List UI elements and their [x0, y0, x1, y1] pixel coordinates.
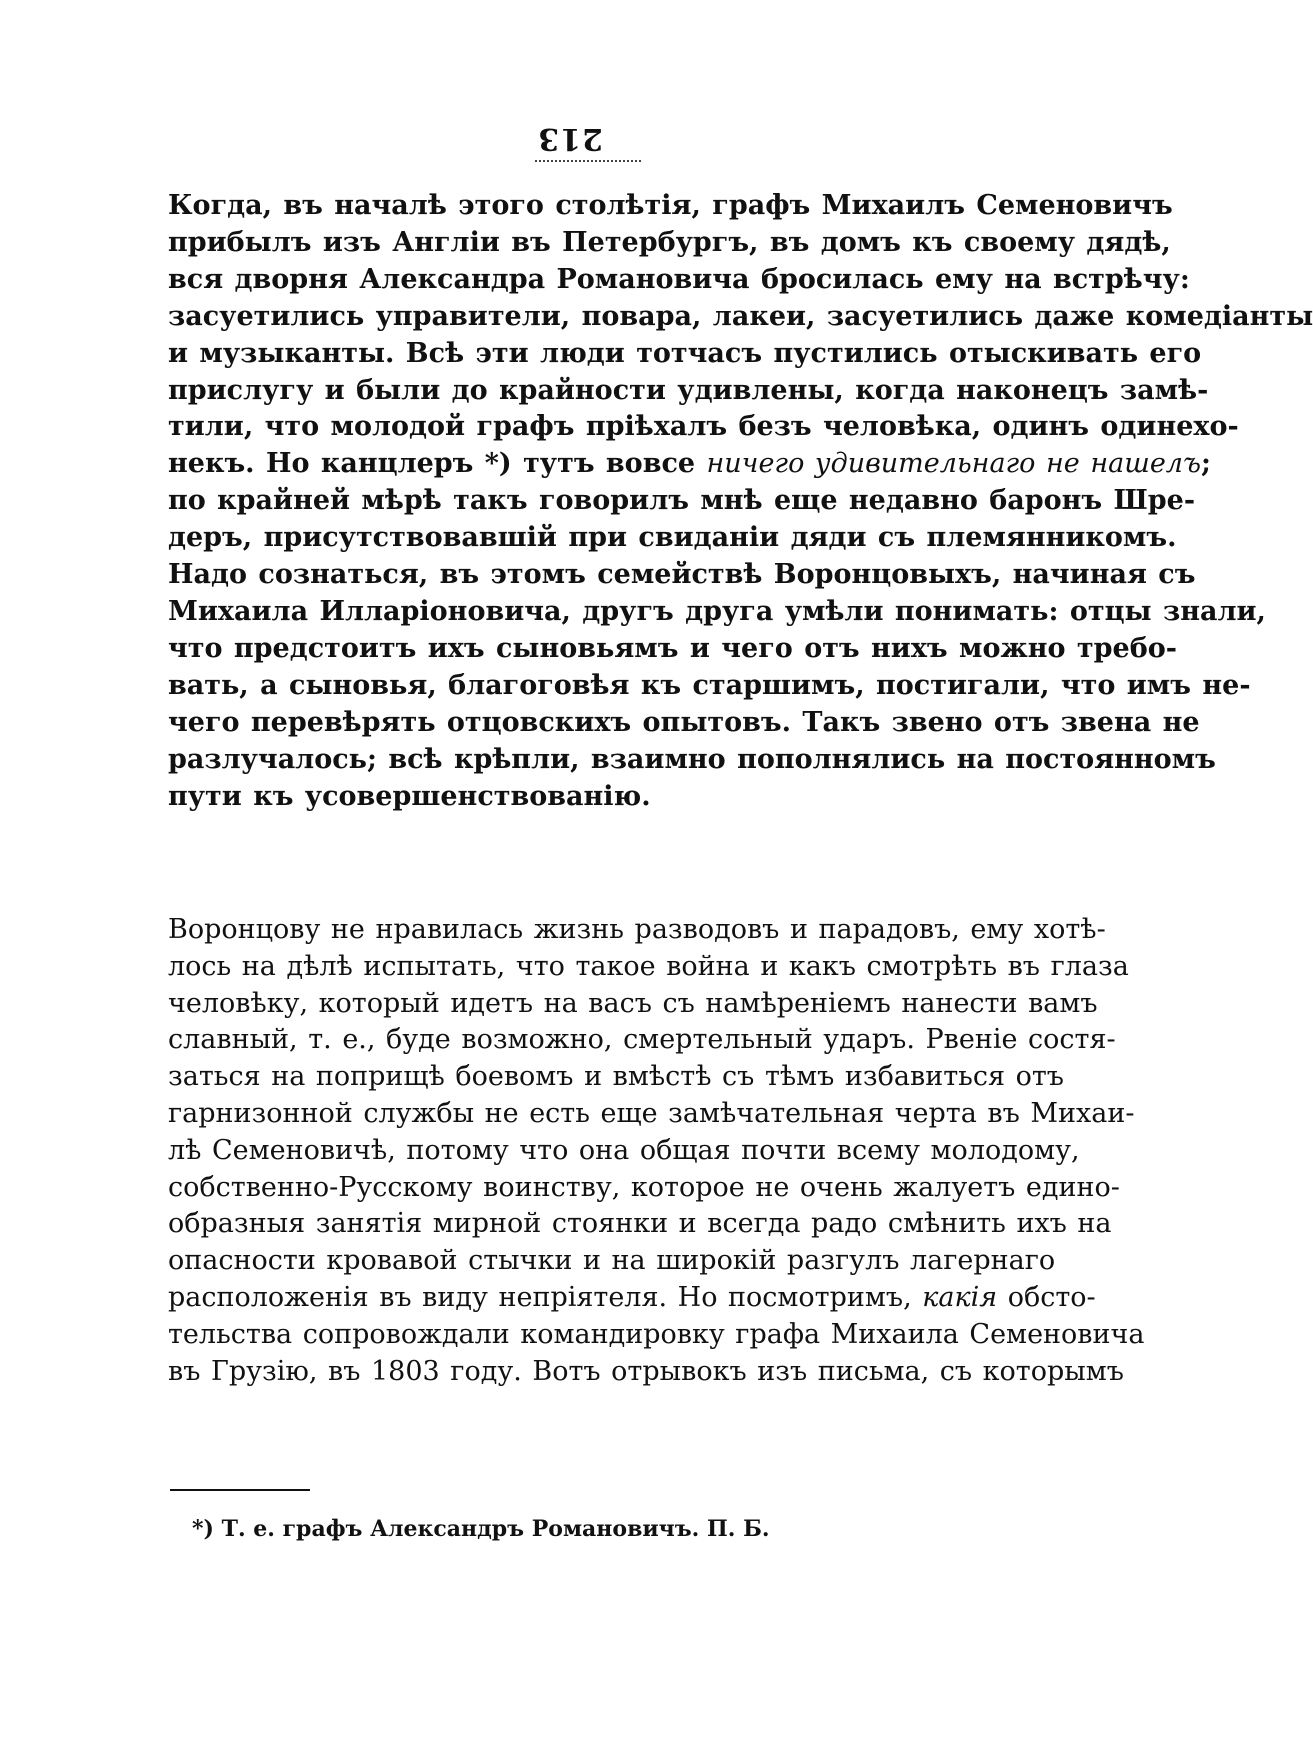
- text-line: некъ. Но канцлеръ *) тутъ вовсе ничего удивительнаго не нашелъ;: [168, 448, 1211, 480]
- text-line: гарнизонной службы не есть еще замѣчательная черта въ Михаи-: [168, 1097, 1135, 1129]
- page-number-divider: [535, 160, 641, 162]
- text-line: пути къ усовершенствованію.: [168, 780, 651, 812]
- text-line: разлучалось; всѣ крѣпли, взаимно пополнялись на постоянномъ: [168, 743, 1216, 775]
- text-line: Михаила Илларіоновича, другъ друга умѣли понимать: отцы знали,: [168, 595, 1266, 627]
- page-number: 213: [537, 121, 603, 156]
- paragraph-2: [168, 912, 1145, 1390]
- footnote: *) Т. е. графъ Александръ Романовичъ. П. Б.: [192, 1516, 770, 1542]
- text-line: чего перевѣрять отцовскихъ опытовъ. Такъ звено отъ звена не: [168, 706, 1200, 738]
- text-line: вся дворня Александра Романовича бросилась ему на встрѣчу:: [168, 263, 1190, 295]
- emphasized-text: какія: [922, 1281, 998, 1313]
- text-line: вать, а сыновья, благоговѣя къ старшимъ, постигали, что имъ не-: [168, 669, 1251, 701]
- text-line: лось на дѣлѣ испытать, что такое война и какъ смотрѣть въ глаза: [168, 950, 1129, 982]
- text-line: по крайней мѣрѣ такъ говорилъ мнѣ еще недавно баронъ Шре-: [168, 485, 1196, 517]
- text-line: человѣку, который идетъ на васъ съ намѣреніемъ нанести вамъ: [168, 987, 1098, 1019]
- footnote-divider: [170, 1489, 310, 1491]
- text-line: засуетились управители, повара, лакеи, засуетились даже комедіанты: [168, 300, 1313, 332]
- text-line: образныя занятія мирной стоянки и всегда радо смѣнить ихъ на: [168, 1208, 1112, 1240]
- text-line: тили, что молодой графъ пріѣхалъ безъ человѣка, одинъ одинехо-: [168, 411, 1239, 443]
- text-line: тельства сопровождали командировку графа Михаила Семеновича: [168, 1318, 1145, 1350]
- text-line: прибылъ изъ Англіи въ Петербургъ, въ домъ къ своему дядѣ,: [168, 226, 1171, 258]
- paragraph-1: [168, 188, 1313, 815]
- text-line: собственно-Русскому воинству, которое не очень жалуетъ едино-: [168, 1171, 1120, 1203]
- text-line: деръ, присутствовавшій при свиданіи дяди съ племянникомъ.: [168, 522, 1177, 554]
- text-line: славный, т. е., буде возможно, смертельный ударъ. Рвеніе состя-: [168, 1024, 1116, 1056]
- text-line: въ Грузію, въ 1803 году. Вотъ отрывокъ изъ письма, съ которымъ: [168, 1355, 1124, 1387]
- text-line: заться на поприщѣ боевомъ и вмѣстѣ съ тѣмъ избавиться отъ: [168, 1061, 1064, 1093]
- text-line: Воронцову не нравилась жизнь разводовъ и парадовъ, ему хотѣ-: [168, 914, 1106, 945]
- text-line: что предстоитъ ихъ сыновьямъ и чего отъ нихъ можно требо-: [168, 632, 1177, 664]
- text-line: лѣ Семеновичѣ, потому что она общая почти всему молодому,: [168, 1134, 1080, 1166]
- text-line: прислугу и были до крайности удивлены, когда наконецъ замѣ-: [168, 374, 1209, 406]
- text-line: расположенія въ виду непріятеля. Но посмотримъ, какія обсто-: [168, 1281, 1096, 1313]
- text-line: Когда, въ началѣ этого столѣтія, графъ Михаилъ Семеновичъ: [168, 190, 1173, 221]
- text-line: Надо сознаться, въ этомъ семействѣ Воронцовыхъ, начиная съ: [168, 559, 1196, 591]
- text-line: и музыканты. Всѣ эти люди тотчасъ пустились отыскивать его: [168, 337, 1202, 369]
- emphasized-text: ничего удивительнаго не нашелъ: [706, 448, 1201, 480]
- text-line: опасности кровавой стычки и на широкій разгулъ лагернаго: [168, 1245, 1056, 1277]
